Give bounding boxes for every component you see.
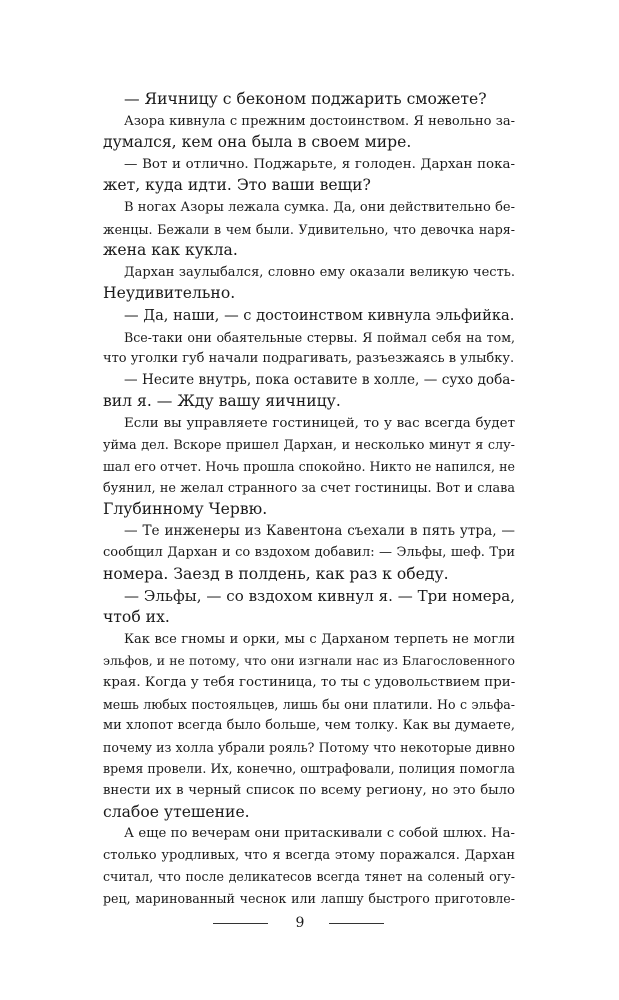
text-line: А еще по вечерам они притаскивали с собой шлюх. На- (124, 826, 515, 842)
text-line: Неудивительно. (103, 284, 236, 303)
text-line: считал, что после деликатесов всегда тянет на соленый огу- (103, 869, 515, 885)
text-line: жет, куда идти. Это ваши вещи? (103, 176, 371, 195)
footer-rule-left (213, 923, 268, 924)
text-line: сообщил Дархан и со вздохом добавил: — Эльфы, шеф. Три (103, 545, 515, 561)
page-number: 9 (295, 915, 305, 931)
text-line: буянил, не желал странного за счет гостиницы. Вот и слава (103, 480, 515, 496)
text-line: Как все гномы и орки, мы с Дарханом терпеть не могли (124, 631, 515, 647)
text-line: почему из холла убрали рояль? Потому что некоторые дивно (103, 739, 515, 755)
text-line: женцы. Бежали в чем были. Удивительно, что девочка наря- (103, 221, 515, 237)
text-line: рец, маринованный чеснок или лапшу быстрого приготовле- (103, 890, 515, 906)
text-line: — Эльфы, — со вздохом кивнул я. — Три номера, (124, 586, 515, 605)
text-line: — Да, наши, — с достоинством кивнула эльфийка. (124, 306, 515, 324)
text-line: мешь любых постояльцев, лишь бы они платили. Но с эльфа- (103, 696, 515, 712)
text-line: Если вы управляете гостиницей, то у вас всегда будет (124, 415, 515, 431)
text-line: — Несите внутрь, пока оставите в холле, — сухо доба- (124, 371, 515, 388)
text-line: время провели. Их, конечно, оштрафовали, полиция помогла (103, 761, 515, 777)
text-line: думался, кем она была в своем мире. (103, 133, 412, 152)
text-line: слабое утешение. (103, 802, 250, 821)
text-line: Глубинному Червю. (103, 500, 268, 519)
body-text (103, 89, 515, 910)
text-line: ми хлопот всегда было больше, чем толку. Как вы думаете, (103, 718, 515, 734)
text-line: В ногах Азоры лежала сумка. Да, они действительно бе- (124, 199, 515, 215)
text-line: шал его отчет. Ночь прошла спокойно. Никто не напился, не (103, 459, 515, 475)
text-line: чтоб их. (103, 608, 170, 627)
text-line: внести их в черный список по всему региону, но это было (103, 783, 515, 798)
text-line: Все-таки они обаятельные стервы. Я поймал себя на том, (124, 329, 515, 345)
text-line: — Вот и отлично. Поджарьте, я голоден. Дархан пока- (124, 156, 515, 172)
text-line: вил я. — Жду вашу яичницу. (103, 392, 341, 411)
text-line: номера. Заезд в полдень, как раз к обеду. (103, 565, 449, 584)
text-line: — Те инженеры из Кавентона съехали в пять утра, — (124, 522, 515, 539)
text-line: жена как кукла. (103, 241, 238, 260)
page-footer (0, 912, 619, 942)
footer-rule-right (329, 923, 384, 924)
text-line: — Яичницу с беконом поджарить сможете? (124, 90, 487, 108)
text-line: уйма дел. Вскоре пришел Дархан, и несколько минут я слу- (103, 437, 515, 453)
text-line: эльфов, и не потому, что они изгнали нас из Благословенного (103, 653, 515, 669)
text-line: что уголки губ начали подрагивать, разъезжаясь в улыбку. (103, 351, 515, 367)
text-line: Дархан заулыбался, словно ему оказали великую честь. (124, 264, 515, 280)
text-line: края. Когда у тебя гостиница, то ты с удовольствием при- (103, 675, 516, 691)
text-line: столько уродливых, что я всегда этому поражался. Дархан (103, 847, 515, 863)
text-line: Азора кивнула с прежним достоинством. Я невольно за- (124, 113, 515, 129)
